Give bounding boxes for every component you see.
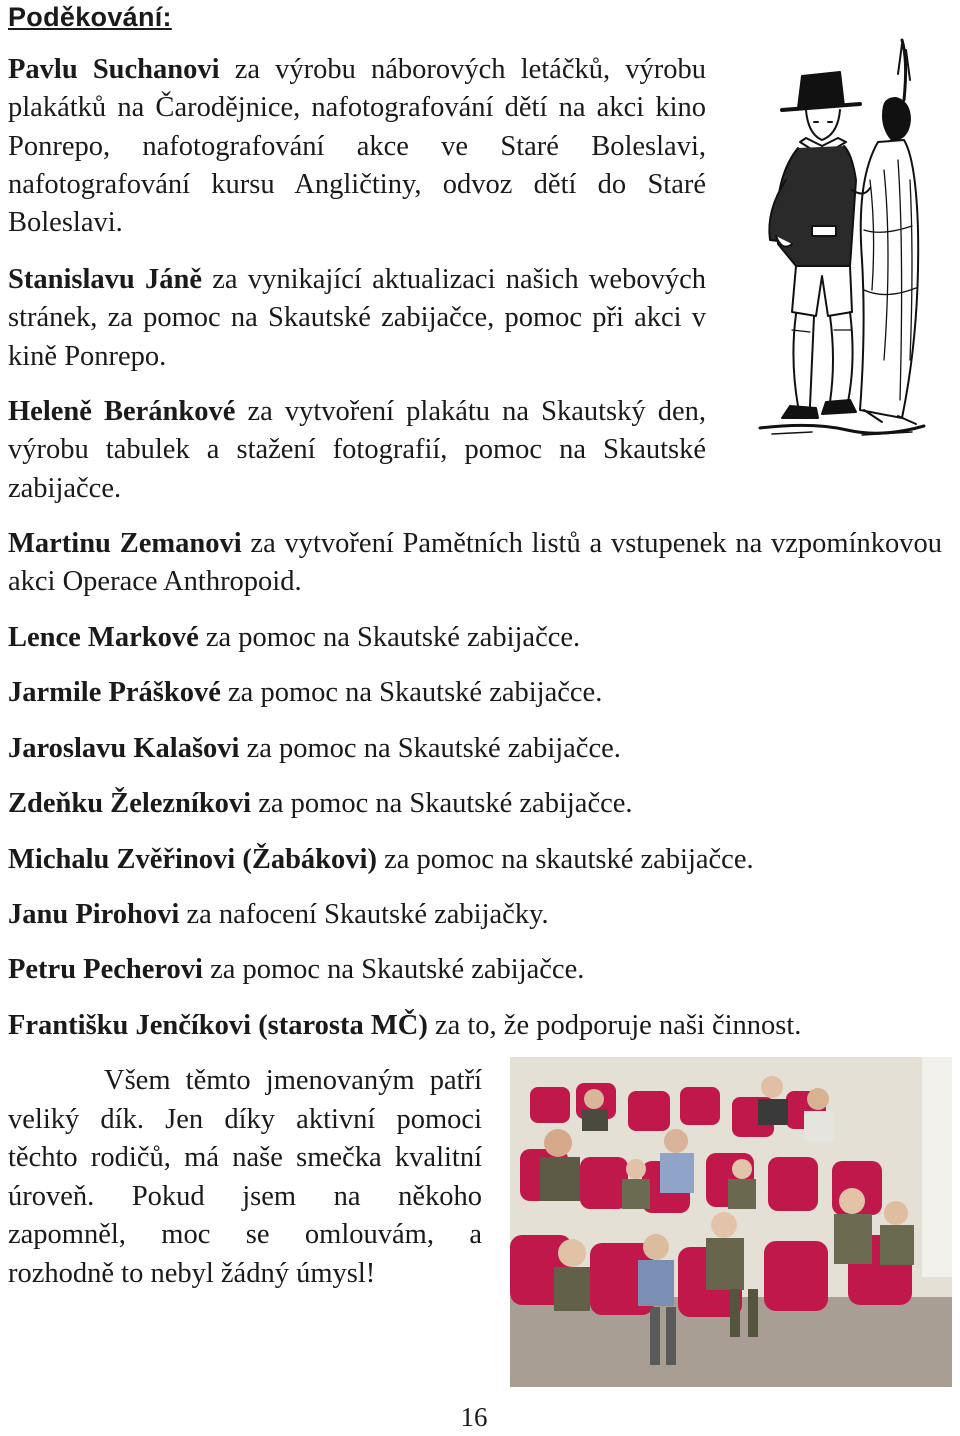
thanks-entry-6	[8, 674, 602, 712]
entry-name: Martinu Zemanovi	[8, 528, 242, 559]
entry-name: Jaroslavu Kalašovi	[8, 733, 240, 764]
entry-text: za vytvoření Pamětních listů a vstupenek na vzpomínkovou akci Operace Anthropoid.	[8, 528, 942, 598]
entry-text: za pomoc na Skautské zabijačce.	[198, 622, 581, 653]
thanks-entry-9	[8, 841, 754, 879]
cinema-children-photo	[510, 1057, 952, 1387]
thanks-entry-7	[8, 730, 621, 768]
page-heading: Poděkování:	[8, 2, 172, 32]
entry-name: Františku Jenčíkovi (starosta MČ)	[8, 1010, 428, 1041]
thanks-entry-10	[8, 896, 549, 934]
entry-text: za pomoc na Skautské zabijačce.	[239, 733, 621, 764]
entry-text: za pomoc na Skautské zabijačce.	[202, 954, 585, 985]
closing-paragraph	[8, 1062, 482, 1294]
thanks-entry-1	[8, 51, 706, 242]
entry-text: za pomoc na Skautské zabijačce.	[220, 677, 603, 708]
entry-text: za vytvoření plakátu na Skautský den, výrobu tabulek a stažení fotografií, pomoc na Skautské zabijačce.	[8, 396, 706, 504]
entry-text: za pomoc na Skautské zabijačce.	[251, 788, 633, 819]
thanks-entry-8	[8, 785, 633, 823]
thanks-entry-2	[8, 261, 706, 376]
entry-text: za to, že podporuje naši činnost.	[427, 1010, 802, 1041]
entry-name: Heleně Beránkové	[8, 396, 236, 427]
page-number: 16	[460, 1402, 488, 1432]
entry-name: Michalu Zvěřinovi (Žabákovi)	[8, 844, 377, 875]
pilgrim-native-illustration	[752, 30, 928, 442]
closing-text: Všem těmto jmenovaným patří veliký dík. Jen díky aktivní pomoci těchto rodičů, má naše smečka kvalitní úroveň. Pokud jsem na někoho zapomněl, moc se omlouvám, a rozhodně to nebyl žádný úmysl!	[8, 1065, 482, 1289]
entry-name: Petru Pecherovi	[8, 954, 203, 985]
entry-text: za nafocení Skautské zabijačky.	[179, 899, 549, 930]
entry-name: Stanislavu Jáně	[8, 264, 202, 295]
photo-radiator	[922, 1057, 952, 1277]
thanks-entry-3	[8, 393, 706, 508]
entry-text: za pomoc na skautské zabijačce.	[376, 844, 754, 875]
thanks-entry-5	[8, 619, 580, 657]
thanks-entry-11	[8, 951, 584, 989]
entry-text: za výrobu náborových letáčků, výrobu plakátků na Čarodějnice, nafotografování dětí na akci kino Ponrepo, nafotografování akce ve Staré Boleslavi, nafotografování kursu Angličtiny, odvoz dětí do Staré Boleslavi.	[8, 54, 706, 239]
entry-name: Janu Pirohovi	[8, 899, 180, 930]
thanks-entry-12	[8, 1007, 801, 1045]
entry-name: Jarmile Práškové	[8, 677, 221, 708]
entry-name: Lence Markové	[8, 622, 199, 653]
entry-name: Pavlu Suchanovi	[8, 54, 220, 85]
entry-text: za vynikající aktualizaci našich webových stránek, za pomoc na Skautské zabijačce, pomoc při akci v kině Ponrepo.	[8, 264, 706, 372]
entry-name: Zdeňku Železníkovi	[8, 788, 252, 819]
thanks-entry-4	[8, 525, 942, 602]
